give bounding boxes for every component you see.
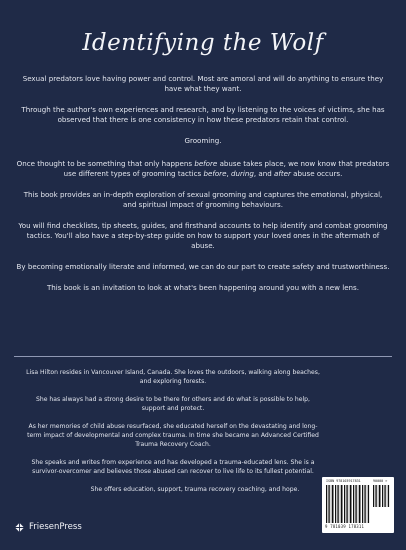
bio-paragraph: As her memories of child abuse resurfaced, she educated herself on the devastating and long-term impact of developmental and complex trauma. In time she became an Advanced Certified Trauma Recovery Coach. — [27, 422, 319, 449]
blurb-text: , and — [253, 169, 274, 179]
bio-paragraph: She has always had a strong desire to be there for others and do what is possible to help, support and protect. — [36, 395, 310, 413]
barcode-bars — [326, 485, 370, 523]
blurb-text: abuse occurs. — [290, 169, 343, 179]
blurb-text: Once thought to be something that only happens — [16, 159, 195, 169]
author-bio — [26, 368, 320, 502]
bio-paragraph: She speaks and writes from experience and has developed a trauma-educated lens. She is a survivor-overcomer and believes those abused can recover to live life to its fullest potential. — [31, 458, 315, 476]
blurb-paragraph: Through the author's own experiences and research, and by listening to the voices of victims, she has observed that there is one consistency in how these predators retain that control. — [21, 104, 385, 125]
blurb-paragraph: This book is an invitation to look at what's been happening around you with a new lens. — [46, 282, 360, 292]
publisher-name: FriesenPress — [29, 522, 82, 532]
blurb-emphasis: before — [194, 159, 218, 169]
blurb-emphasis: during — [230, 169, 254, 179]
bio-paragraph: Lisa Hilton resides in Vancouver Island, Canada. She loves the outdoors, walking along beaches, and exploring forests. — [26, 369, 320, 386]
blurb-paragraph — [16, 159, 390, 179]
blurb-paragraph: This book provides an in-depth exploration of sexual grooming and captures the emotional, physical, and spiritual impact of grooming behaviours. — [23, 189, 383, 210]
blurb-paragraph: Grooming. — [184, 135, 222, 145]
barcode-digits: 9 781039 178311 — [325, 524, 365, 529]
blurb-text: abuse takes place, we now know that predators use different types of grooming tactics — [63, 159, 390, 179]
bio-paragraph: She offers education, support, trauma recovery coaching, and hope. — [90, 485, 300, 493]
blurb-text: , — [226, 169, 231, 179]
book-blurb — [16, 74, 390, 303]
isbn-barcode — [322, 477, 394, 533]
price-code: 90000 > — [373, 479, 388, 483]
blurb-paragraph: Sexual predators love having power and control. Most are amoral and will do anything to ensure they have what they want. — [22, 74, 384, 94]
blurb-paragraph: You will find checklists, tip sheets, guides, and firsthand accounts to help identify and combat grooming tactics. You'll also have a step-by-step guide on how to support your loved ones in the aftermath of abuse. — [18, 220, 388, 251]
publisher-logo — [14, 520, 82, 534]
book-title: Identifying the Wolf — [82, 30, 324, 56]
blurb-paragraph: By becoming emotionally literate and informed, we can do our part to create safety and trustworthiness. — [16, 261, 390, 271]
price-barcode-bars — [373, 485, 390, 507]
blurb-emphasis: before — [203, 169, 227, 179]
blurb-emphasis: after — [273, 169, 291, 179]
isbn-label: ISBN 978103917831 — [326, 479, 361, 483]
publisher-leaf-icon — [14, 522, 25, 533]
section-divider — [14, 356, 392, 357]
